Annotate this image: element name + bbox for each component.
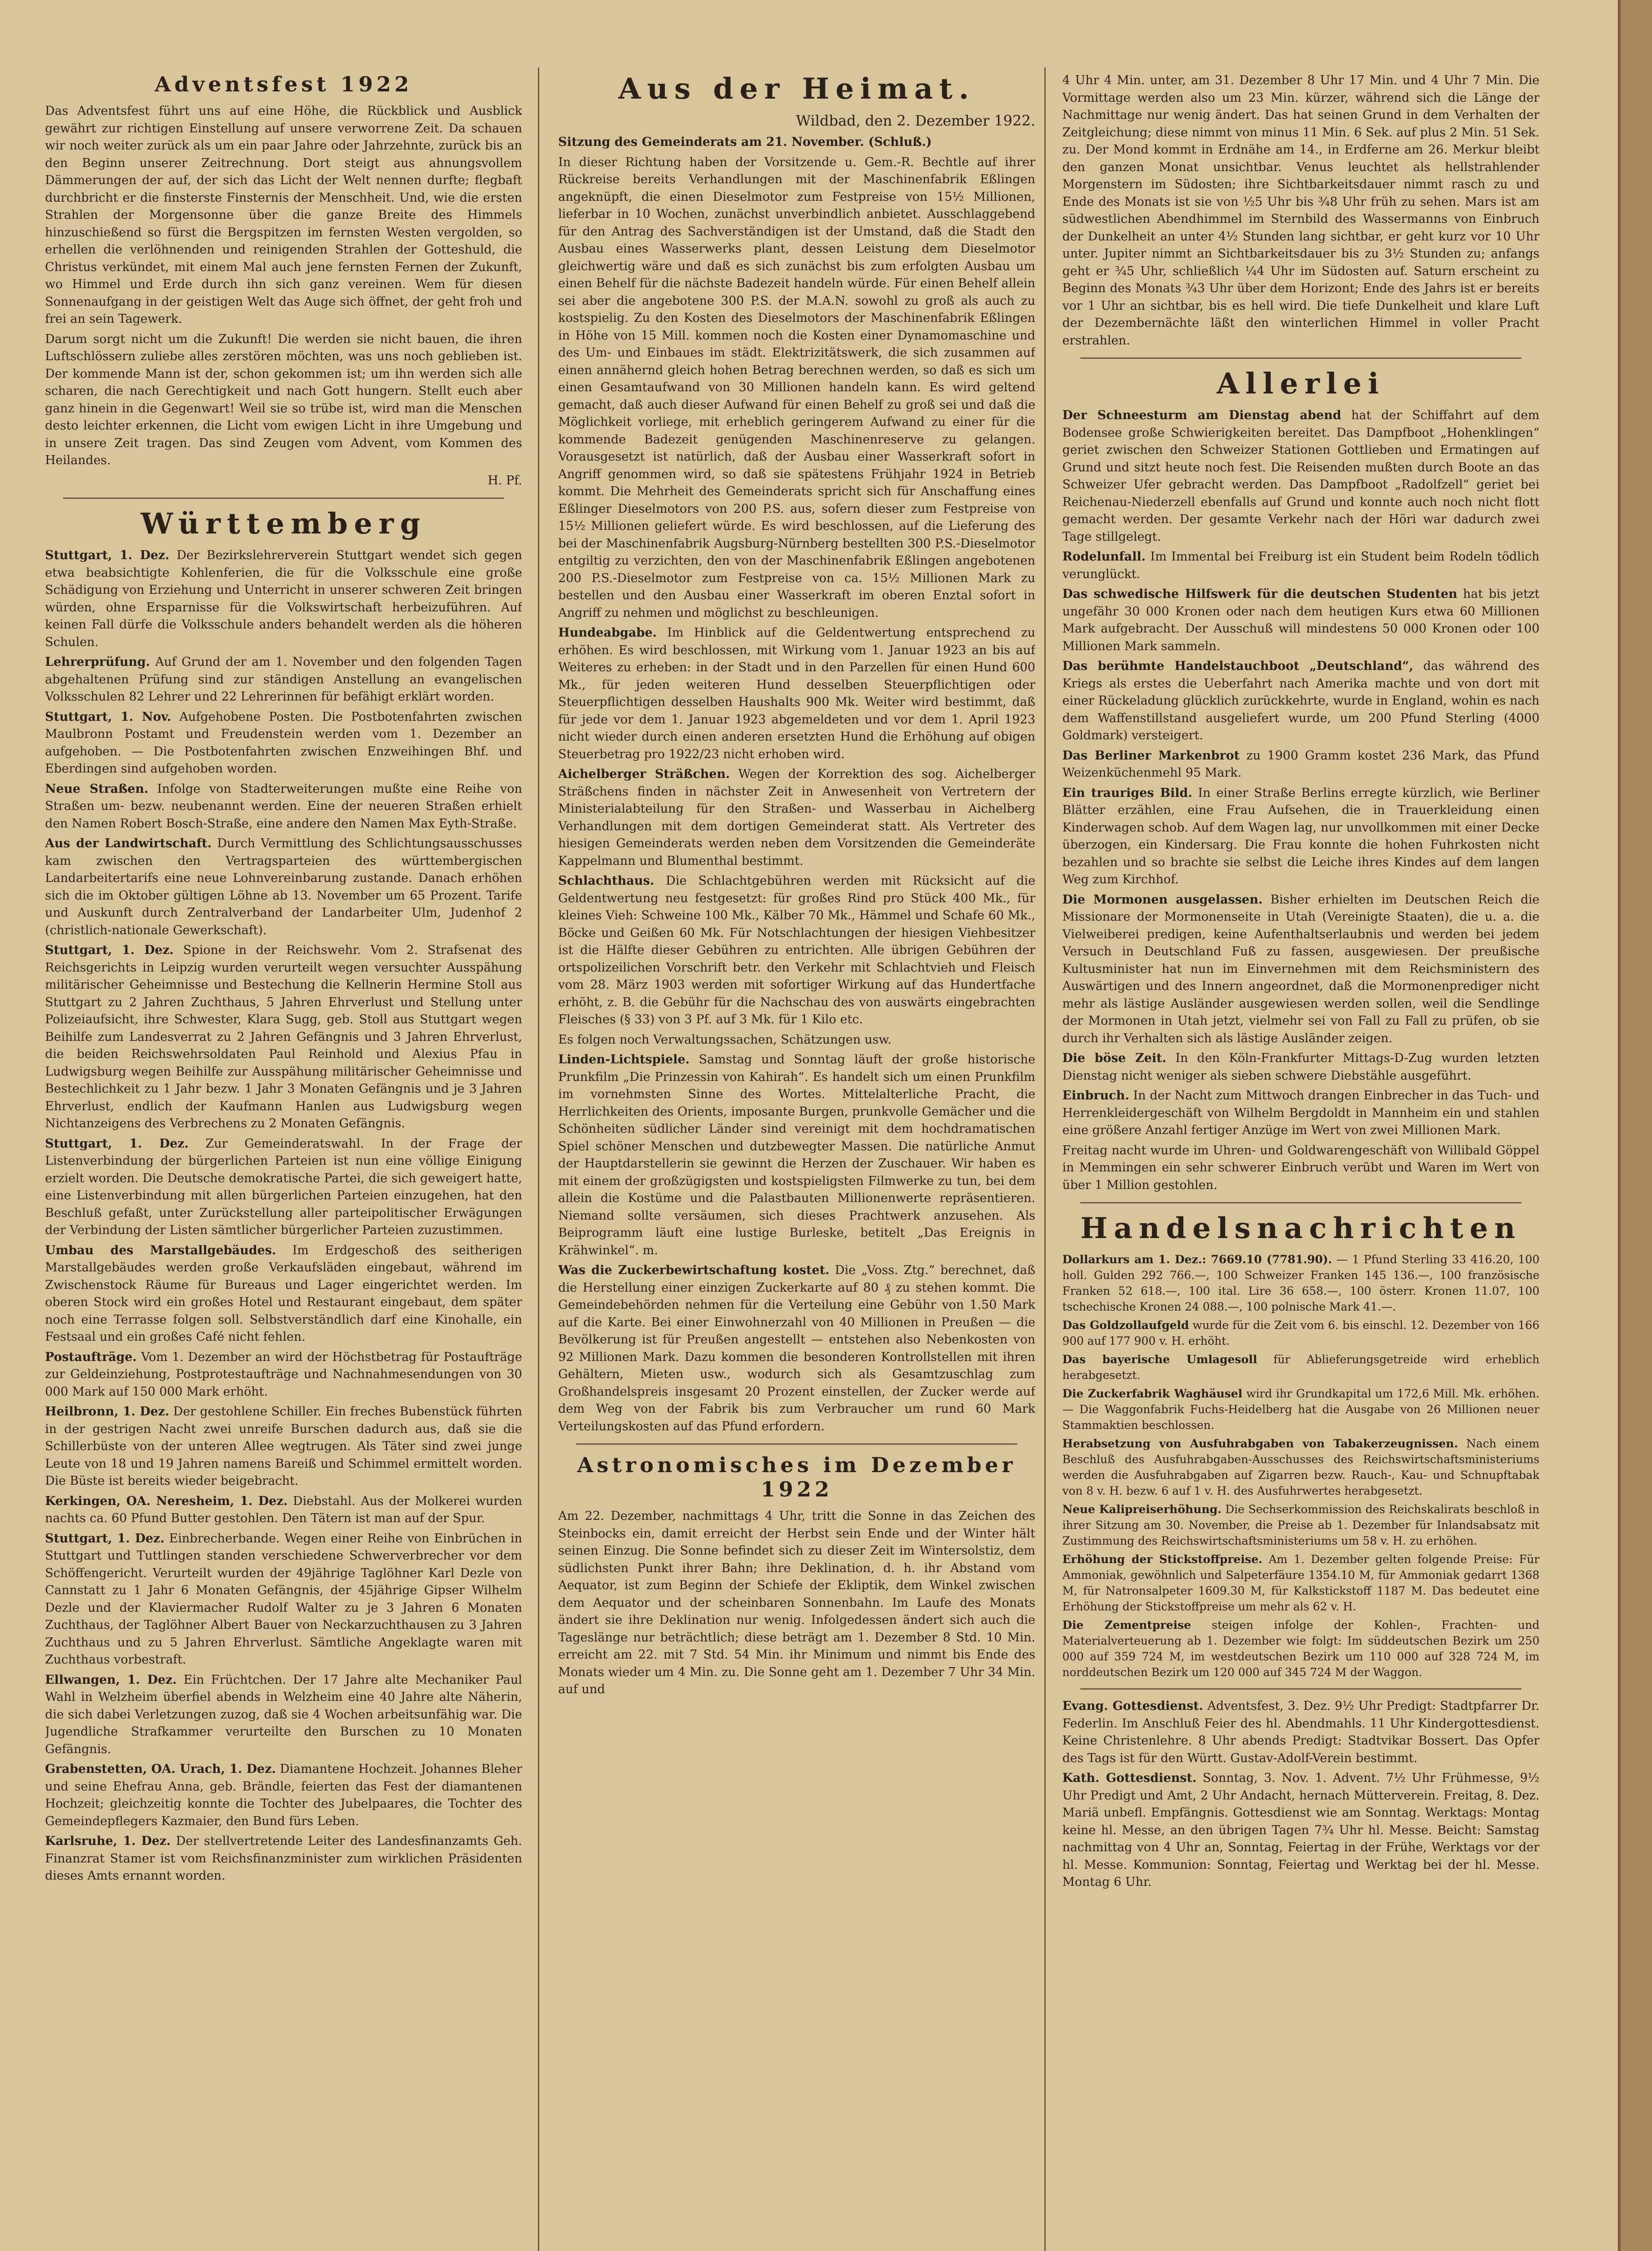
article-text: Der Bezirkslehrerverein Stuttgart wendet sich gegen etwa beabsichtigte Kohlenferien, die für die Volksschule eine große Schädigung von Erziehung und Unterricht in unserer schweren Zeit bringen würden, ohne Ersparnisse für die Volkswirtschaft herbeizuführen. Auf keinen Fall dürfe die Volksschule anders behandelt werden als die höheren Schulen. xyxy=(45,548,522,649)
article-text: Diamantene Hochzeit. Johannes Bleher und seine Ehefrau Anna, geb. Brändle, feierten das Fest der diamantenen Hochzeit; gleichzeitig konnte die Tochter des Jubelpaares, die Tochter des Gemeindepflegers Kazmaier, den Bund fürs Leben. xyxy=(45,1762,522,1828)
article-paragraph xyxy=(45,781,522,833)
section-divider xyxy=(1080,1202,1521,1203)
article-lead: Das schwedische Hilfswerk für die deutschen Studenten xyxy=(1062,587,1458,601)
article-paragraph xyxy=(45,547,522,651)
column-3 xyxy=(1062,72,1539,2251)
article-paragraph xyxy=(45,1403,522,1490)
article-lead: Was die Zuckerbewirtschaftung kostet. xyxy=(558,1263,830,1277)
article-text: Am 1. Dezember gelten folgende Preise: Für Ammoniak, gewöhnlich und Salpeterfäure 1354.10 M, für Ammoniak gedarrt 1368 M, für Natronsalpeter 1609.30 M, für Kalkstickstoff 1187 M. Das bedeutet eine Erhöhung der Stickstoffpreise um mehr als 62 v. H. xyxy=(1062,1553,1539,1613)
article-text: In dieser Richtung haben der Vorsitzende u. Gem.-R. Bechtle auf ihrer Rückreise bereits Verhandlungen mit der Maschinenfabrik Eßlingen angeknüpft, die einen Dieselmotor zum Festpreise von 15½ Millionen, lieferbar in 10 Wochen, zunächst unverbindlich anbietet. Ausschlaggebend für den Antrag des Sachverständigen ist der Umstand, daß die Stadt den Ausbau eines Wasserwerks plant, dessen Leistung dem Dieselmotor gleichwertig wäre und daß es sich zunächst bis zum erfolgten Ausbau um einen Behelf für die nächste Badezeit handeln würde. Für einen Behelf allein sei aber die angebotene 300 P.S. der M.A.N. sowohl zu groß als auch zu kostspielig. Zu den Kosten des Dieselmotors der Maschinenfabrik Eßlingen in Höhe von 15 Mill. kommen noch die Kosten einer Dynamomaschine und des Um- und Einbaues im städt. Elektrizitätswerk, die sich zusammen auf einen annähernd gleich hohen Betrag berechnen werden, so daß es sich um einen Gesamtaufwand von 30 Millionen handeln kann. Es wird geltend gemacht, daß auch dieser Aufwand für einen Behelf zu groß sei und daß die Möglichkeit vorliege, mit erheblich geringerem Aufwand zu einer für die kommende Badezeit genügenden Maschinenreserve zu gelangen. Vorausgesetzt ist natürlich, daß der Ausbau einer Wasserkraft sofort in Angriff genommen wird, so daß sie spätestens Frühjahr 1924 in Betrieb kommt. Die Mehrheit des Gemeinderats spricht sich für Anschaffung eines Eßlinger Dieselmotors von 200 P.S. aus, sofern dieser zum Festpreise von 15½ Millionen geliefert würde. Es wird beschlossen, auf die Lieferung des bei der Maschinenfabrik Augsburg-Nürnberg bestellten 300 P.S.-Dieselmotor entgiltig zu verzichten, den von der Maschinenfabrik Eßlingen angebotenen 200 P.S.-Dieselmotor zum Festpreise von ca. 15½ Millionen Mark zu bestellen und den Ausbau einer Wasserkraft im oberen Enztal sofort in Angriff zu nehmen und möglichst zu beschleunigen. xyxy=(558,155,1035,620)
article-text: Bisher erhielten im Deutschen Reich die Missionare der Mormonenseite in Utah (Vereinigte Staaten), die u. a. die Vielweiberei predigen, keine Aufenthaltserlaubnis und werden bei jedem Versuch in Deutschland Fuß zu fassen, ausgewiesen. Der preußische Kultusminister hat nun im Einvernehmen mit dem Reichsministern des Auswärtigen und des Innern angeordnet, daß die Mormonenprediger nicht mehr als lästige Ausländer ausgewiesen werden sollen, weil die Sendlinge der Mormonen in Utah jetzt, vielmehr sei von Fall zu Fall zu prüfen, ob sie durch ihr Verhalten sich als lästige Ausländer zeigen. xyxy=(1062,892,1539,1045)
article-paragraph xyxy=(1062,407,1539,546)
article-paragraph xyxy=(45,1530,522,1669)
article-paragraph xyxy=(1062,1617,1539,1680)
article-lead: Kerkingen, OA. Neresheim, 1. Dez. xyxy=(45,1494,288,1508)
article-lead: Aichelberger Sträßchen. xyxy=(558,767,730,781)
allerlei-articles xyxy=(1062,407,1539,1194)
article-paragraph xyxy=(45,1349,522,1401)
article-paragraph xyxy=(45,1135,522,1239)
article-text: Sonntag, 3. Nov. 1. Advent. 7½ Uhr Frühmesse, 9½ Uhr Predigt und Amt, 2 Uhr Andacht, hernach Mütterverein. Freitag, 8. Dez. Mariä unbefl. Empfängnis. Gottesdienst wie am Sonntag. Werktags: Montag keine hl. Messe, an den übrigen Tagen 7¾ Uhr hl. Messe. Beicht: Samstag nachmittag von 4 Uhr an, Sonntag, Feiertag in der Frühe, Werktags vor der hl. Messe. Kommunion: Sonntag, Feiertag und Werktag bei der hl. Messe. Montag 6 Uhr. xyxy=(1062,1771,1539,1889)
article-paragraph xyxy=(1062,1352,1539,1383)
article-paragraph xyxy=(1062,747,1539,782)
article-paragraph xyxy=(1062,1317,1539,1349)
astro-title: Astronomisches im Dezember 1922 xyxy=(577,1453,1016,1501)
article-text: In einer Straße Berlins erregte kürzlich, wie Berliner Blätter erzählen, eine Frau Aufsehen, die in Trauerkleidung einen Kinderwagen schob. Auf dem Wagen lag, nur unvollkommen mit einer Decke überzogen, ein Kindersarg. Die Frau konnte die hohen Fuhrkosten nicht bezahlen und so brachte sie selbst die Leiche ihres Kindes auf dem langen Weg zum Kirchhof. xyxy=(1062,786,1539,886)
article-paragraph xyxy=(45,1493,522,1528)
article-text: Aufgehobene Posten. Die Postbotenfahrten zwischen Maulbronn Postamt und Freudenstein werden vom 1. Dezember an aufgehoben. — Die Postbotenfahrten zwischen Enzweihingen Bhf. und Eberdingen sind aufgehoben worden. xyxy=(45,710,522,776)
article-paragraph xyxy=(558,1262,1035,1435)
heimat-articles xyxy=(558,134,1035,1435)
article-paragraph xyxy=(1062,1770,1539,1891)
article-lead: Der Schneesturm am Dienstag abend xyxy=(1062,408,1341,422)
column-2 xyxy=(558,72,1035,2251)
article-paragraph xyxy=(1062,785,1539,889)
article-text: Im Erdgeschoß des seitherigen Marstallgebäudes werden große Verkaufsläden eingebaut, während im Zwischenstock Räume für Bureaus und Lager eingerichtet werden. Im oberen Stock wird ein großes Hotel und Restaurant eingebaut, dem später noch eine Terrasse folgen soll. Selbstverständlich darf eine Kinohalle, ein Festsaal und ein großes Café nicht fehlen. xyxy=(45,1243,522,1344)
article-text: Die Schlachtgebühren werden mit Rücksicht auf die Geldentwertung neu festgesetzt: für großes Rind pro Stück 400 Mk., für kleines Vieh: Schweine 100 Mk., Kälber 70 Mk., Hämmel und Schafe 60 Mk., Böcke und Geißen 60 Mk. Für Notschlachtungen der hiesigen Viehbesitzer ist die Hälfte dieser Gebühren zu entrichten. Alle übrigen Gebühren der ortspolizeilichen Vorschrift betr. den Verkehr mit Schlachtvieh und Fleisch vom 28. März 1903 werden mit sofortiger Wirkung auf das Hundertfache erhöht, z. B. die Gebühr für die Nachschau des von auswärts eingebrachten Fleisches (§ 33) von 3 Pf. auf 3 Mk. für 1 Kilo etc. xyxy=(558,874,1035,1026)
article-text: Der gestohlene Schiller. Ein freches Bubenstück führten in der gestrigen Nacht zwei unreife Burschen dadurch aus, daß sie die Schillerbüste von der unteren Allee wegtrugen. Als Täter sind zwei junge Leute von 18 und 19 Jahren namens Bareiß und Schimmel ermittelt worden. Die Büste ist bereits wieder beigebracht. xyxy=(45,1405,522,1488)
article-lead: Neue Kalipreiserhöhung. xyxy=(1062,1503,1222,1516)
article-text: Wegen der Korrektion des sog. Aichelberger Sträßchens finden in nächster Zeit in Anwesenheit von Vertretern der Ministerialabteilung für den Straßen- und Wasserbau in Aichelberg Verhandlungen mit dem dortigen Gemeinderat statt. Als Vertreter des hiesigen Gemeinderats werden neben dem Vorsitzenden die Gemeinderäte Kappelmann und Blumenthal bestimmt. xyxy=(558,767,1035,868)
advent-text: Das Adventsfest führt uns auf eine Höhe, die Rückblick und Ausblick gewährt zur richtigen Einstellung auf unsere verworrene Zeit. Da schauen wir noch weiter zurück als um ein paar Jahre oder Jahrzehnte, zurück bis an den Beginn unserer Zeitrechnung. Dort steigt aus ahnungsvollem Dämmerungen der auf, der sich das Licht der Welt nennen durfte; flegbaft durchbricht er die finsterste Finsternis der Menschheit. Und, wie die ersten Strahlen der Morgensonne über die ganze Breite des Himmels hinzuschießend so fürst die Bergspitzen im fernsten Westen vergolden, so erhellen die verlöhnenden und reinigenden Strahlen der Gotteshuld, die Christus verkündet, mit einem Mal auch jene fernsten Fernen der Zukunft, wo Himmel und Erde durch ihn sich ganz vereinen. Wem für diesen Sonnenaufgang in der geistigen Welt das Auge sich öffnet, der geht froh und frei an sein Tagewerk. xyxy=(45,104,522,326)
article-text: In der Nacht zum Mittwoch drangen Einbrecher in das Tuch- und Herrenkleidergeschäft von Wilhelm Bergdoldt in Mannheim ein und stahlen eine größere Anzahl fertiger Anzüge im Wert von zwei Millionen Mark. xyxy=(1062,1089,1539,1137)
astro-continued: 4 Uhr 4 Min. unter, am 31. Dezember 8 Uhr 17 Min. und 4 Uhr 7 Min. Die Vormittage werden also um 23 Min. kürzer, während sich die Länge der Nachmittage nur wenig ändert. Das hat seinen Grund in dem Verhalten der Zeitgleichung; diese nimmt von minus 11 Min. 6 Sek. auf plus 2 Min. 51 Sek. zu. Der Mond kommt in Erdnähe am 14., in Erdferne am 26. Merkur bleibt den ganzen Monat unsichtbar. Venus leuchtet als hellstrahlender Morgenstern im Südosten; ihre Sichtbarkeitsdauer nimmt rasch zu und Ende des Monats ist sie von ½5 Uhr bis ¾8 Uhr früh zu sehen. Mars ist am südwestlichen Abendhimmel im Sternbild des Wassermanns von Einbruch der Dunkelheit an unter 4½ Stunden lang sichtbar, er geht kurz vor 10 Uhr unter. Jupiter nimmt an Sichtbarkeitsdauer bis zu 3½ Stunden zu; anfangs geht er ¾5 Uhr, schließlich ¼4 Uhr im Südosten auf. Saturn erscheint zu Beginn des Monats ¾3 Uhr über dem Horizont; Ende des Jahrs ist er bereits vor 1 Uhr an sichtbar, bis es hell wird. Die tiefe Dunkelheit und klare Luft der Dezembernächte läßt den winterlichen Himmel in voller Pracht erstrahlen. xyxy=(1062,73,1539,348)
advent-signature: H. Pf. xyxy=(487,473,522,488)
article-lead: Die Zementpreise xyxy=(1062,1618,1191,1632)
article-paragraph xyxy=(1062,1050,1539,1085)
handel-title: Handelsnachrichten xyxy=(1080,1211,1522,1245)
section-divider xyxy=(576,1443,1017,1445)
article-paragraph xyxy=(558,1031,1035,1049)
article-lead: Evang. Gottesdienst. xyxy=(1062,1699,1204,1713)
article-text: steigen infolge der Kohlen-, Frachten- und Materialverteuerung ab 1. Dezember wie folgt: Im süddeutschen Bezirk um 250 000 auf 359 724 M, im westdeutschen Bezirk um 110 000 auf 328 724 M, im norddeutschen Bezirk um 120 000 auf 345 724 M der Waggon. xyxy=(1062,1618,1539,1679)
article-paragraph xyxy=(1062,1551,1539,1614)
article-lead: Stuttgart, 1. Nov. xyxy=(45,710,172,724)
article-paragraph xyxy=(45,1833,522,1885)
article-text: Einbrecherbande. Wegen einer Reihe von Einbrüchen in Stuttgart und Tuttlingen standen verschiedene Schwerverbrecher vor dem Schöffengericht. Verurteilt wurden der 49jährige Taglöhner Karl Dezle von Cannstatt zu 1 Jahr 6 Monaten Gefängnis, der 45jährige Gipser Wilhelm Dezle und der Klaviermacher Rudolf Walter zu je 3 Jahren 6 Monaten Zuchthaus, der Taglöhner Albert Bauer von Neckarzuchthausen zu 3 Jahren Zuchthaus und zu 5 Jahren Ehrverlust. Sämtliche Angeklagte waren mit Zuchthaus vorbestraft. xyxy=(45,1531,522,1667)
article-paragraph xyxy=(1062,586,1539,655)
article-paragraph xyxy=(45,942,522,1133)
article-text: — 1 Pfund Sterling 33 416.20, 100 holl. Gulden 292 766.—, 100 Schweizer Franken 145 136.—, 100 französische Franken 52 618.—, 100 ital. Lire 36 658.—, 100 österr. Kronen 11.07, 100 tschechische Kronen 24 088.—, 100 polnische Mark 41.—. xyxy=(1062,1253,1539,1313)
article-lead: Stuttgart, 1. Dez. xyxy=(45,548,170,562)
article-paragraph xyxy=(1062,548,1539,583)
wuerttemberg-articles xyxy=(45,547,522,1885)
article-lead: Hundeabgabe. xyxy=(558,626,657,640)
article-text: für Ablieferungsgetreide wird erheblich herabgesetzt. xyxy=(1062,1353,1539,1382)
heimat-dateline: Wildbad, den 2. Dezember 1922. xyxy=(796,112,1035,129)
allerlei-title: Allerlei xyxy=(1216,367,1386,401)
column-rule-2 xyxy=(1044,68,1046,2251)
article-text: Im Immental bei Freiburg ist ein Student beim Rodeln tödlich verunglückt. xyxy=(1062,550,1539,581)
article-paragraph xyxy=(558,1051,1035,1259)
article-text: Samstag und Sonntag läuft der große historische Prunkfilm „Die Prinzessin von Kahirah“. Es handelt sich um einen Prunkfilm im vornehmsten Sinne des Wortes. Mittelalterliche Pracht, die Herrlichkeiten des Orients, imposante Burgen, prunkvolle Gemächer und die Schönheiten südlicher Länder sind vereinigt mit dem hochdramatischen Spiel schöner Menschen und dutzbewegter Massen. Die natürliche Anmut der Hauptdarstellerin sie gewinnt die Herzen der Zuschauer. Wir haben es mit einem der großzügigsten und kostspieligsten Filmwerke zu tun, bei dem allein die Kostüme und die Palastbauten Millionenwerte repräsentieren. Niemand sollte versäumen, sich dieses Prachtwerk anzusehen. Als Beiprogramm läuft eine lustige Burleske, betitelt „Das Ereignis in Krähwinkel“. m. xyxy=(558,1053,1035,1257)
article-paragraph xyxy=(45,1672,522,1758)
article-lead: Stuttgart, 1. Dez. xyxy=(45,1531,165,1546)
article-paragraph xyxy=(558,624,1035,763)
advent-text-2: Darum sorgt nicht um die Zukunft! Die werden sie nicht bauen, die ihren Luftschlössern zuliebe alles zerstören möchten, was uns noch geblieben ist. Der kommende Mann ist der, schon gekommen ist; um ihn werden sich alle scharen, die nach Gerechtigkeit und nach Gott hungern. Stellt euch aber ganz hinein in die Gegenwart! Weil sie so trübe ist, wird man die Menschen desto leichter erkennen, die Licht vom ewigen Licht in ihre Umgebung und in unsere Zeit tragen. Das sind Zeugen vom Advent, vom Kommen des Heilandes. xyxy=(45,332,522,467)
article-lead: Das Berliner Markenbrot xyxy=(1062,748,1240,763)
article-text: Ein Früchtchen. Der 17 Jahre alte Mechaniker Paul Wahl in Welzheim überfiel abends in Welzheim eine 40 Jahre alte Näherin, die sich dabei Verletzungen zuzog, daß sie 4 Wochen arbeitsunfähig war. Die Jugendliche Strafkammer verurteilte den Burschen zu 10 Monaten Gefängnis. xyxy=(45,1672,522,1756)
article-lead: Sitzung des Gemeinderats am 21. November. (Schluß.) xyxy=(558,135,932,149)
article-lead: Das berühmte Handelstauchboot „Deutschland“, xyxy=(1062,659,1413,673)
article-text: Vom 1. Dezember an wird der Höchstbetrag für Postaufträge zur Geldeinziehung, Postprotestaufträge und Nachnahmesendungen von 30 000 Mark auf 150 000 Mark erhöht. xyxy=(45,1350,522,1399)
section-divider xyxy=(63,497,504,499)
section-divider xyxy=(1080,1688,1521,1690)
article-lead: Lehrerprüfung. xyxy=(45,655,150,669)
article-text: Spione in der Reichswehr. Vom 2. Strafsenat des Reichsgerichts in Leipzig wurden verurteilt wegen versuchter Ausspähung militärischer Geheimnisse und Bestechung die Kellnerin Hermine Stoll aus Stuttgart zu 2 Jahren Zuchthaus, 5 Jahren Ehrverlust und Stellung unter Polizeiaufsicht, ihre Schwester, Klara Sugg, geb. Stoll aus Stuttgart wegen Beihilfe zum Landesverrat zu 2 Jahren Gefängnis und 3 Jahren Ehrverlust, die beiden Reichswehrsoldaten Paul Reinhold und Alexius Pfau in Ludwigsburg wegen Beihilfe zur Ausspähung militärischer Geheimnisse und Bestechlichkeit zu 1 Jahr bezw. 1 Jahr 3 Monaten Gefängnis und je 3 Jahren Ehrverlust, endlich der Kaufmann Hanlen aus Ludwigsburg wegen Nichtanzeigens des Verbrechens zu 2 Monaten Gefängnis. xyxy=(45,943,522,1130)
article-text: Die Sechserkommission des Reichskalirats beschloß in ihrer Sitzung am 30. November, die Preise ab 1. Dezember für Inlandsabsatz mit Zustimmung des Reichswirtschaftsministeriums um 58 v. H. zu erhöhen. xyxy=(1062,1503,1539,1547)
astro-text: Am 22. Dezember, nachmittags 4 Uhr, tritt die Sonne in das Zeichen des Steinbocks ein, damit erreicht der Herbst sein Ende und der Winter hält seinen Einzug. Die Sonne befindet sich zu dieser Zeit im Wintersolstiz, dem südlichsten Punkt ihrer Bahn; ihre Deklination, d. h. ihr Abstand vom Aequator, ist zum Beginn der Schiefe der Ekliptik, dem Winkel zwischen dem Aequator und der scheinbaren Sonnenbahn. Im Laufe des Monats ändert sie ihre Deklination nur wenig. Infolgedessen ändert sich auch die Tageslänge nur beträchtlich; diese beträgt am 1. Dezember 8 Std. 10 Min. erreicht am 22. mit 7 Std. 54 Min. ihr Minimum und nimmt bis Ende des Monats wieder um 4 Min. zu. Die Sonne geht am 1. Dezember 7 Uhr 34 Min. auf und xyxy=(558,1509,1035,1696)
article-lead: Die Mormonen ausgelassen. xyxy=(1062,892,1263,907)
article-text: Zur Gemeinderatswahl. In der Frage der Listenverbindung der bürgerlichen Parteien ist nun eine völlige Einigung erzielt worden. Die Deutsche demokratische Partei, die sich geweigert hatte, eine Listenverbindung mit allen bürgerlichen Parteien einzugehen, hat den Beschluß gefaßt, unter Zurückstellung aller parteipolitischer Erwägungen der Verbindung der Listen sämtlicher bürgerlicher Parteien zuzustimmen. xyxy=(45,1136,522,1237)
article-lead: Ein trauriges Bild. xyxy=(1062,786,1192,800)
article-text: hat bis jetzt ungefähr 30 000 Kronen oder nach dem heutigen Kurs etwa 60 Millionen Mark aufgebracht. Der Ausschuß will mindestens 50 000 Kronen oder 100 Millionen Mark sammeln. xyxy=(1062,587,1539,653)
article-lead: Das Goldzollaufgeld xyxy=(1062,1319,1189,1332)
column-1 xyxy=(45,72,522,2251)
article-text: Es folgen noch Verwaltungssachen, Schätzungen usw. xyxy=(558,1032,892,1047)
article-text: Der stellvertretende Leiter des Landesfinanzamts Geh. Finanzrat Stamer ist vom Reichsfinanzminister zum wirklichen Präsidenten dieses Amts ernannt worden. xyxy=(45,1834,522,1883)
article-text: Adventsfest, 3. Dez. 9½ Uhr Predigt: Stadtpfarrer Dr. Federlin. Im Anschluß Feier des hl. Abendmahls. 11 Uhr Kindergottesdienst. Keine Christenlehre. 8 Uhr abends Predigt: Stadtvikar Bossert. Das Opfer des Tags ist für den Württ. Gustav-Adolf-Verein bestimmt. xyxy=(1062,1699,1539,1765)
article-lead: Die Zuckerfabrik Waghäusel xyxy=(1062,1387,1242,1400)
article-text: Durch Vermittlung des Schlichtungsausschusses kam zwischen den Vertragsparteien des württembergischen Landarbeitertarifs eine neue Lohnvereinbarung zustande. Danach erhöhen sich die im Oktober gültigen Löhne ab 13. November um 65 Prozent. Tarife und Auskunft durch Zentralverband der Landarbeiter Ulm, Judenhof 2 (christlich-nationale Gewerkschaft). xyxy=(45,836,522,937)
article-paragraph xyxy=(1062,1386,1539,1433)
article-paragraph xyxy=(45,1242,522,1346)
article-text: Diebstahl. Aus der Molkerei wurden nachts ca. 60 Pfund Butter gestohlen. Den Tätern ist man auf der Spur. xyxy=(45,1494,522,1525)
column-rule-1 xyxy=(538,68,539,2251)
article-text: wird ihr Grundkapital um 172,6 Mill. Mk. erhöhen. — Die Waggonfabrik Fuchs-Heidelberg hat die Ausgabe von 26 Millionen neuer Stammaktien beschlossen. xyxy=(1062,1387,1539,1432)
article-lead: Die böse Zeit. xyxy=(1062,1051,1167,1065)
church-notices xyxy=(1062,1698,1539,1891)
article-paragraph xyxy=(558,766,1035,870)
article-paragraph xyxy=(1062,1501,1539,1549)
article-text: das während des Kriegs als erstes die Ueberfahrt nach Amerika machte und von dort mit einer Rückeladung glücklich zurückkehrte, wurde in England, wohin es nach dem Waffenstillstand ausgeliefert wurde, um 200 Pfund Sterling (4000 Goldmark) versteigert. xyxy=(1062,659,1539,742)
article-lead: Ellwangen, 1. Dez. xyxy=(45,1672,177,1687)
book-binding xyxy=(1618,0,1652,2251)
article-lead: Karlsruhe, 1. Dez. xyxy=(45,1834,171,1848)
article-lead: Stuttgart, 1. Dez. xyxy=(45,1136,189,1151)
article-lead: Linden-Lichtspiele. xyxy=(558,1053,690,1067)
article-paragraph xyxy=(45,835,522,939)
article-lead: Umbau des Marstallgebäudes. xyxy=(45,1243,276,1257)
article-text: Auf Grund der am 1. November und den folgenden Tagen abgehaltenen Prüfung sind zur ständigen Anstellung an evangelischen Volksschulen 82 Lehrer und 22 Lehrerinnen für befähigt erklärt worden. xyxy=(45,655,522,704)
article-lead: Einbruch. xyxy=(1062,1089,1129,1103)
article-lead: Rodelunfall. xyxy=(1062,550,1146,564)
article-lead: Dollarkurs am 1. Dez.: 7669.10 (7781.90). xyxy=(1062,1253,1332,1266)
article-text: Nach einem Beschluß des Ausfuhrabgaben-Ausschusses des Reichswirtschaftsministeriums werden die Ausfuhrabgaben auf Zigarren bezw. Rauch-, Kau- und Schnupftabak von 8 v. H. bezw. 6 auf 1 v. H. des Ausfuhrwertes herabgesetzt. xyxy=(1062,1437,1539,1497)
article-lead: Heilbronn, 1. Dez. xyxy=(45,1405,169,1419)
article-paragraph xyxy=(1062,891,1539,1048)
article-lead: Stuttgart, 1. Dez. xyxy=(45,943,174,957)
article-paragraph xyxy=(558,872,1035,1029)
article-lead: Erhöhung der Stickstoffpreise. xyxy=(1062,1553,1263,1566)
advent-title: Adventsfest 1922 xyxy=(154,72,413,96)
article-paragraph xyxy=(1062,1436,1539,1499)
article-text: Infolge von Stadterweiterungen mußte eine Reihe von Straßen um- bezw. neubenannt werden. Eine der neueren Straßen erhielt den Namen Robert Bosch-Straße, eine andere den Namen Max Eyth-Straße. xyxy=(45,782,522,831)
article-paragraph xyxy=(1062,1698,1539,1767)
article-text: zu 1900 Gramm kostet 236 Mark, das Pfund Weizenküchenmehl 95 Mark. xyxy=(1062,748,1539,780)
article-paragraph xyxy=(45,709,522,778)
wuerttemberg-title: Württemberg xyxy=(140,507,427,541)
article-paragraph xyxy=(45,1761,522,1830)
article-text: Im Hinblick auf die Geldentwertung entsprechend zu erhöhen. Es wird beschlossen, mit Wirkung vom 1. Januar 1923 an bis auf Weiteres zu erheben: in der Stadt und in den Parzellen für einen Hund 600 Mk., für jeden weiteren Hund desselben Steuerpflichtigen oder Steuerpflichtigen desselben Haushalts 900 Mk. Weiter wird bestimmt, daß für jede vor dem 1. Januar 1923 abgemeldeten und vor dem 1. April 1923 nicht wieder durch einen anderen ersetzten Hund die Erhöhung auf obigen Steuerbetrag pro 1922/23 nicht erhoben wird. xyxy=(558,626,1035,761)
article-paragraph xyxy=(558,134,1035,151)
article-paragraph xyxy=(558,154,1035,622)
article-paragraph xyxy=(1062,658,1539,745)
article-text: In den Köln-Frankfurter Mittags-D-Zug wurden letzten Dienstag nicht weniger als sieben schwere Diebstähle ausgeführt. xyxy=(1062,1051,1539,1083)
article-paragraph xyxy=(1062,1252,1539,1315)
article-lead: Neue Straßen. xyxy=(45,782,149,796)
article-text: Die „Voss. Ztg.“ berechnet, daß die Herstellung einer einzigen Zuckerkarte auf 80 ₰ zu stehen kommt. Die Gemeindebehörden nehmen für die Verteilung eine Gebühr von 1.50 Mark auf die Karte. Bei einer Einwohnerzahl von 40 Millionen in Preußen — die Bevölkerung ist für Preußen angestellt — entstehen also Nebenkosten von 92 Millionen Mark. Dazu kommen die besonderen Kontrollstellen mit ihren Gehältern, Mieten usw., wodurch sich als Gesamtzuschlag zum Großhandelspreis insgesamt 20 Prozent einstellen, der Zucker werde auf dem Weg von der Fabrik bis zum Verbraucher um rund 60 Mark Verteilungskosten auf das Pfund erfordern. xyxy=(558,1263,1035,1433)
article-lead: Aus der Landwirtschaft. xyxy=(45,836,212,850)
article-lead: Schlachthaus. xyxy=(558,874,654,888)
article-lead: Herabsetzung von Ausfuhrabgaben von Tabakerzeugnissen. xyxy=(1062,1437,1458,1450)
article-text: Freitag nacht wurde im Uhren- und Goldwarengeschäft von Willibald Göppel in Memmingen ein sehr schwerer Einbruch verübt und Waren im Wert von über 1 Million gestohlen. xyxy=(1062,1143,1539,1192)
heimat-title: Aus der Heimat. xyxy=(618,72,975,106)
handel-articles xyxy=(1062,1252,1539,1680)
article-lead: Grabenstetten, OA. Urach, 1. Dez. xyxy=(45,1762,276,1776)
article-text: wurde für die Zeit vom 6. bis einschl. 12. Dezember von 166 900 auf 177 900 v. H. erhöht. xyxy=(1062,1319,1539,1347)
article-lead: Postaufträge. xyxy=(45,1350,137,1364)
article-paragraph xyxy=(45,654,522,706)
article-paragraph xyxy=(1062,1142,1539,1194)
article-text: hat der Schiffahrt auf dem Bodensee große Schwierigkeiten bereitet. Das Dampfboot „Hohenklingen“ geriet zwischen den Schweizer Stationen Gottlieben und Ermatingen auf Grund und sitzt heute noch fest. Die Reisenden mußten durch Boote an das Schweizer Ufer gebracht werden. Das Dampfboot „Radolfzell“ geriet bei Reichenau-Niederzell ebenfalls auf Grund und konnte auch noch nicht flott gemacht werden. Der gesamte Verkehr nach der Höri war dadurch zwei Tage stillgelegt. xyxy=(1062,408,1539,544)
section-divider xyxy=(1080,357,1521,359)
article-lead: Kath. Gottesdienst. xyxy=(1062,1771,1197,1785)
article-lead: Das bayerische Umlagesoll xyxy=(1062,1353,1257,1366)
article-paragraph xyxy=(1062,1087,1539,1139)
